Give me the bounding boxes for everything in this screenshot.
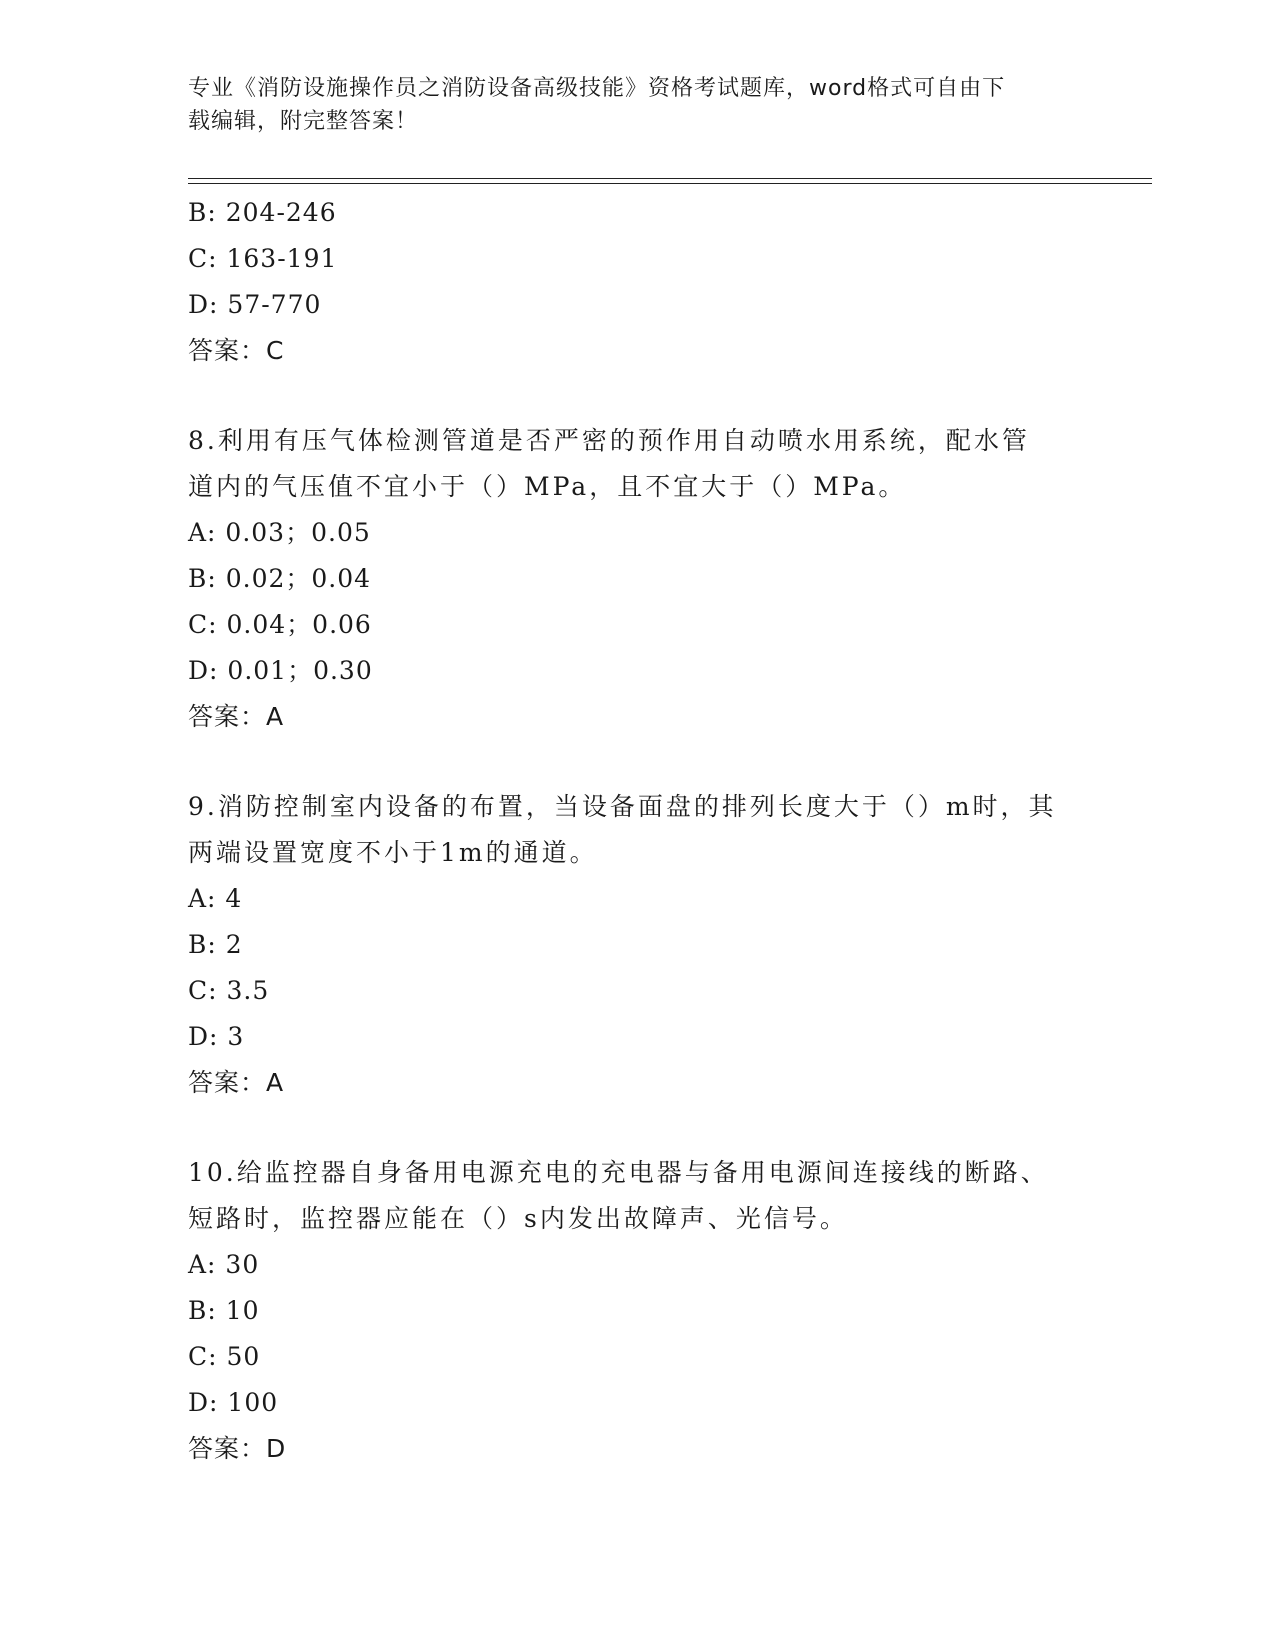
question-block-10 <box>188 1150 1108 1472</box>
option-c: C: 50 <box>188 1342 261 1371</box>
option-d: D: 100 <box>188 1388 279 1417</box>
spacer <box>188 374 1108 418</box>
answer-line: 答案：A <box>188 702 285 731</box>
option-d: D: 57-770 <box>188 290 322 319</box>
header-line-2: 载编辑，附完整答案！ <box>188 109 419 134</box>
header-divider-top <box>188 178 1152 179</box>
header-line-1: 专业《消防设施操作员之消防设备高级技能》资格考试题库，word格式可自由下 <box>188 76 1006 101</box>
question-block-8 <box>188 418 1108 740</box>
answer-line: 答案：C <box>188 336 285 365</box>
option-b: B: 204-246 <box>188 198 337 227</box>
question-text-line-2: 两端设置宽度不小于1m的通道。 <box>188 838 598 867</box>
option-a: A: 4 <box>188 884 243 913</box>
question-text-line-2: 短路时，监控器应能在（）s内发出故障声、光信号。 <box>188 1204 848 1233</box>
option-c: C: 163-191 <box>188 244 338 273</box>
option-c: C: 3.5 <box>188 976 270 1005</box>
question-list <box>188 190 1108 1472</box>
option-d: D: 3 <box>188 1022 245 1051</box>
question-text-line-2: 道内的气压值不宜小于（）MPa，且不宜大于（）MPa。 <box>188 472 907 501</box>
option-b: B: 10 <box>188 1296 260 1325</box>
option-d: D: 0.01；0.30 <box>188 656 373 685</box>
question-text-line-1: 10.给监控器自身备用电源充电的充电器与备用电源间连接线的断路、 <box>188 1158 1049 1187</box>
option-b: B: 2 <box>188 930 243 959</box>
document-header <box>188 72 1088 138</box>
header-divider-bottom <box>188 183 1152 184</box>
spacer <box>188 740 1108 784</box>
question-text-line-1: 9.消防控制室内设备的布置，当设备面盘的排列长度大于（）m时，其 <box>188 792 1057 821</box>
question-text-line-1: 8.利用有压气体检测管道是否严密的预作用自动喷水用系统，配水管 <box>188 426 1030 455</box>
option-a: A: 0.03；0.05 <box>188 518 371 547</box>
option-c: C: 0.04；0.06 <box>188 610 372 639</box>
question-block-7 <box>188 190 1108 374</box>
spacer <box>188 1106 1108 1150</box>
answer-line: 答案：A <box>188 1068 285 1097</box>
option-b: B: 0.02；0.04 <box>188 564 372 593</box>
question-block-9 <box>188 784 1108 1106</box>
answer-line: 答案：D <box>188 1434 287 1463</box>
option-a: A: 30 <box>188 1250 260 1279</box>
